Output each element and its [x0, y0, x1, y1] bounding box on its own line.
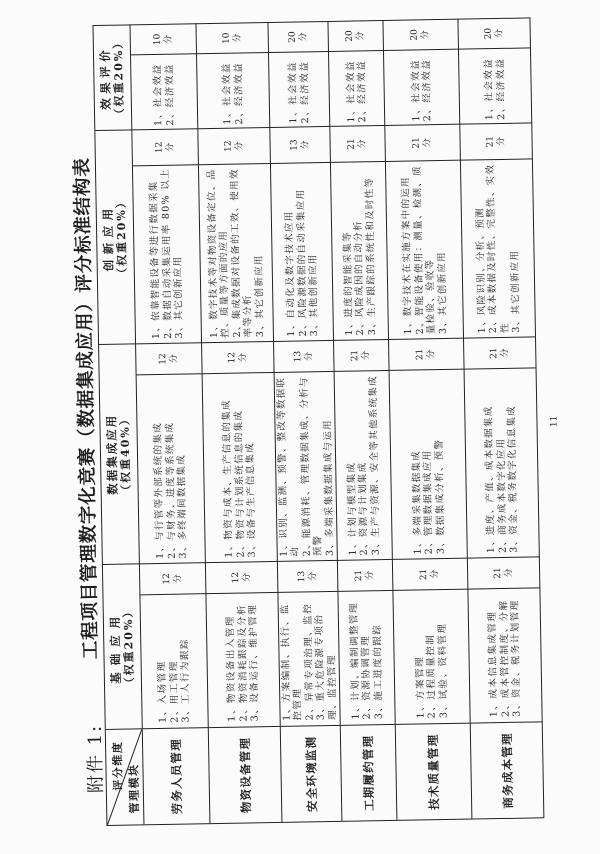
- criteria-item: 1、数字技术在实施方案中的运用: [399, 175, 414, 335]
- module-name-cell: [340, 723, 397, 820]
- criteria-item: 2、集成数据对设备的工效、使用效率等分析: [228, 167, 254, 338]
- module-name: 商务成本管理: [498, 731, 515, 809]
- score-unit: 分: [241, 572, 252, 582]
- score-value: 12: [226, 351, 237, 364]
- module-name: 安全环境监测: [302, 735, 319, 812]
- score-value: 13: [288, 138, 299, 151]
- score-value: 20: [482, 27, 493, 39]
- criteria-item: 3、工人行为跟踪: [178, 637, 192, 723]
- score-value: 12: [222, 139, 233, 152]
- module-name: 劳务人员管理: [167, 737, 184, 814]
- module-name: 物资设备管理: [236, 736, 253, 813]
- criteria-item: 2、风险源数据的自动采集应用: [294, 188, 309, 337]
- page-number: 11: [548, 415, 560, 427]
- criteria-item: 3、资金、税务计划管理: [509, 598, 523, 717]
- score-value: 21: [353, 569, 364, 581]
- innovation-criteria-cell: [270, 161, 333, 340]
- criteria-item: 1、成本信息集成管理: [486, 610, 500, 717]
- score-value: 21: [488, 346, 499, 359]
- criteria-item: 2、资源与计划集成: [356, 461, 370, 555]
- score-unit: 分: [429, 569, 440, 579]
- criteria-item: 1、方案管理: [413, 655, 426, 719]
- criteria-item: 2、数据自动采集运用率 80% 以上: [159, 167, 174, 339]
- data-integration-score-cell: [464, 336, 537, 368]
- criteria-item: 3、试验、资料管理: [436, 621, 449, 718]
- effect-score-cell: [458, 17, 531, 48]
- data-integration-criteria-cell: [389, 368, 467, 558]
- score-value: 21: [414, 348, 425, 360]
- criteria-item: 3、多端采集数据集成与运用: [321, 418, 336, 556]
- basic-criteria-cell: [140, 593, 208, 728]
- criteria-item: 1、入场管理: [156, 659, 169, 723]
- dimension-name: 创新应用: [100, 202, 116, 271]
- document-title: 工程项目管理数字化竞赛（数据集成应用）评分标准结构表: [71, 156, 102, 659]
- innovation-score-cell: [460, 122, 533, 159]
- basic-score-cell: [337, 558, 393, 590]
- data-integration-score-cell: [389, 337, 465, 369]
- innovation-score-cell: [198, 126, 271, 163]
- data-integration-criteria-cell: [274, 370, 337, 560]
- criteria-item: 3、其它创新应用: [508, 249, 522, 333]
- criteria-item: 1、进度、产值、成本数据集成: [482, 404, 497, 553]
- effect-criteria-cell: [383, 48, 459, 124]
- score-unit: 分: [425, 349, 436, 359]
- dimension-name: 效果评价: [97, 45, 113, 110]
- score-value: 20: [344, 29, 355, 42]
- basic-criteria-cell: [206, 591, 280, 726]
- score-unit: 分: [355, 30, 366, 40]
- score-value: 21: [492, 566, 503, 579]
- score-unit: 分: [299, 139, 310, 149]
- score-unit: 分: [499, 347, 510, 358]
- criteria-item: 3、其它创新应用: [435, 250, 448, 334]
- criteria-item: 2、经济效益: [494, 56, 507, 120]
- criteria-item: 2、经济效益: [232, 61, 245, 125]
- criteria-item: 3、施工进度的跟踪: [371, 623, 384, 719]
- data-integration-score-cell: [274, 339, 335, 371]
- score-value: 21: [349, 349, 360, 361]
- innovation-score-cell: [385, 123, 461, 160]
- effect-score-cell: [130, 23, 197, 54]
- criteria-item: 1、依靠智能设备等进行数据采集: [147, 179, 162, 339]
- score-value: 21: [346, 137, 357, 150]
- criteria-item: 1、社会效益: [344, 59, 357, 123]
- data-integration-score-cell: [334, 338, 390, 370]
- criteria-item: 1、计划、编制调整管理: [347, 601, 361, 720]
- criteria-item: 3、其他创新应用: [307, 252, 320, 336]
- score-unit: 分: [237, 352, 248, 362]
- criteria-item: 1、物资设备出入管理: [224, 614, 238, 722]
- criteria-item: 1、进度的智能采集等: [341, 230, 355, 336]
- criteria-item: 1、方案编制、执行、监控管理: [278, 602, 304, 721]
- annex-label: 附件 1:: [84, 723, 107, 793]
- module-name: 技术质量管理: [425, 733, 441, 810]
- criteria-item: 2、风险成因的自动分析: [352, 219, 366, 336]
- scoring-criteria-table: [92, 17, 544, 826]
- criteria-item: 2、与财务、进度等系统集成: [163, 421, 178, 559]
- basic-score-cell: [392, 557, 468, 589]
- basic-criteria-cell: [338, 589, 395, 724]
- basic-score-cell: [205, 560, 278, 592]
- criteria-item: 2、成本数据及时性、完整性、实效性: [484, 163, 510, 333]
- score-value: 12: [157, 352, 168, 365]
- criteria-item: 1、与行管等外部系统的集成: [152, 421, 166, 559]
- score-unit: 分: [231, 32, 242, 43]
- module-name-cell: [142, 727, 210, 824]
- score-value: 10: [151, 33, 162, 45]
- score-unit: 分: [172, 573, 183, 583]
- header-innovation-application: [95, 129, 136, 344]
- score-unit: 分: [360, 350, 371, 360]
- score-unit: 分: [422, 137, 433, 147]
- criteria-item: 2、管理数据集成应用: [421, 449, 435, 554]
- criteria-item: 3、数据集成分析、预警: [433, 438, 447, 554]
- dimension-weight: （权重40%）: [117, 411, 133, 496]
- basic-score-cell: [277, 559, 338, 591]
- dimension-weight: （权重20%）: [121, 604, 136, 689]
- score-unit: 分: [493, 28, 504, 38]
- score-unit: 分: [495, 136, 506, 146]
- data-integration-criteria-cell: [464, 367, 539, 557]
- criteria-item: 1、风险识别、分析、预测: [473, 206, 487, 333]
- criteria-item: 2、过程质量控制: [424, 633, 438, 718]
- criteria-item: 1、多端采集数据集成: [410, 449, 424, 555]
- score-value: 21: [484, 135, 495, 147]
- criteria-item: 1、社会效益: [220, 61, 233, 125]
- criteria-item: 1、物资与成本、生产信息的集成: [220, 398, 235, 558]
- dimension-weight: （权重20%）: [111, 35, 126, 120]
- criteria-item: 1、计划与模型集成: [345, 461, 359, 556]
- module-name: 工期履约管理: [360, 734, 376, 811]
- score-unit: 分: [164, 142, 175, 152]
- criteria-item: 3、多终端间数据集成: [175, 453, 189, 559]
- data-integration-criteria-cell: [202, 371, 277, 561]
- score-unit: 分: [168, 353, 179, 363]
- module-name-cell: [395, 722, 472, 819]
- score-value: 13: [296, 570, 307, 582]
- header-basic-application: [102, 563, 142, 729]
- module-name-cell: [470, 721, 544, 818]
- effect-score-cell: [268, 20, 329, 51]
- effect-score-cell: [328, 19, 384, 50]
- effect-criteria-cell: [131, 53, 198, 129]
- score-unit: 分: [357, 138, 368, 148]
- score-value: 21: [410, 136, 422, 149]
- score-value: 10: [220, 31, 231, 44]
- criteria-item: 3、设备与生产信息集成: [244, 441, 258, 557]
- criteria-item: 3、资金、税务数字化信息集成: [505, 404, 520, 553]
- data-integration-criteria-cell: [334, 369, 392, 559]
- criteria-item: 3、生产跟踪的系统性和及时性等: [363, 176, 378, 335]
- criteria-item: 2、智能设备使用：测量、检测、质量检验、验收等: [410, 164, 437, 334]
- effect-criteria-cell: [196, 51, 269, 127]
- basic-score-cell: [139, 562, 206, 594]
- score-unit: 分: [503, 567, 514, 577]
- innovation-criteria-cell: [460, 158, 535, 337]
- criteria-item: 3、生产与资源、安全等其他系统集成: [366, 374, 382, 555]
- header-effect-evaluation: [93, 24, 132, 130]
- criteria-item: 2、成本管控制度、分解: [497, 598, 511, 717]
- criteria-item: 1、社会效益: [286, 60, 299, 124]
- criteria-item: 2、资源协调管理: [359, 634, 373, 719]
- score-unit: 分: [233, 140, 244, 151]
- basic-criteria-cell: [393, 588, 470, 723]
- score-value: 21: [418, 568, 429, 580]
- criteria-item: 2、商务成本数字化应用: [495, 437, 509, 553]
- dimension-axis-label: 评分维度: [110, 740, 125, 791]
- score-unit: 分: [303, 351, 314, 361]
- data-integration-score-cell: [202, 340, 275, 372]
- criteria-item: 1、自动化及数字技术应用: [283, 209, 297, 337]
- criteria-item: 2、经济效益: [420, 58, 433, 121]
- score-unit: 分: [162, 34, 173, 44]
- header-data-integration: [99, 343, 140, 564]
- criteria-item: 2、能源消耗、管理数据集成、分析与预警: [297, 375, 324, 557]
- score-unit: 分: [364, 570, 375, 580]
- score-unit: 分: [420, 29, 431, 39]
- dimension-name: 数据集成应用: [103, 413, 120, 495]
- score-value: 13: [292, 350, 303, 362]
- innovation-criteria-cell: [385, 159, 463, 338]
- innovation-criteria-cell: [132, 164, 201, 343]
- effect-score-cell: [383, 18, 459, 49]
- basic-score-cell: [467, 556, 540, 588]
- basic-criteria-cell: [468, 587, 542, 722]
- innovation-criteria-cell: [330, 160, 388, 339]
- criteria-item: 3、其它创新应用: [252, 253, 266, 337]
- criteria-item: 3、其它创新应用: [172, 255, 185, 339]
- score-value: 20: [409, 28, 420, 41]
- effect-criteria-cell: [268, 50, 329, 126]
- basic-criteria-cell: [278, 590, 340, 725]
- criteria-item: 1、社会效益: [151, 62, 164, 126]
- criteria-item: 2、经济效益: [355, 59, 368, 122]
- innovation-score-cell: [330, 124, 386, 161]
- module-axis-label: 管理模块: [126, 762, 141, 814]
- criteria-item: 2、经济效益: [298, 60, 311, 123]
- innovation-score-cell: [132, 128, 199, 165]
- module-name-cell: [280, 724, 342, 821]
- criteria-item: 2、物资消耗跟踪及分析: [235, 603, 249, 722]
- dimension-name: 基础应用: [107, 609, 123, 684]
- criteria-item: 1、识别、监测、预警、整改等数据联动: [274, 376, 301, 557]
- score-value: 12: [161, 572, 172, 585]
- corner-header-cell: [105, 728, 144, 825]
- criteria-item: 1、社会效益: [482, 57, 495, 120]
- innovation-criteria-cell: [198, 162, 273, 341]
- effect-criteria-cell: [458, 47, 531, 123]
- criteria-item: 2、物资与计划系统信息的集成: [232, 409, 247, 558]
- innovation-score-cell: [270, 125, 331, 162]
- criteria-item: 2、经济效益: [163, 62, 176, 126]
- module-name-cell: [208, 725, 282, 822]
- score-value: 12: [230, 571, 241, 583]
- score-value: 12: [153, 141, 164, 153]
- score-unit: 分: [307, 571, 318, 581]
- score-unit: 分: [297, 31, 308, 41]
- dimension-weight: （权重20%）: [113, 194, 129, 279]
- criteria-item: 1、社会效益: [409, 58, 422, 122]
- score-value: 20: [286, 30, 297, 43]
- data-integration-score-cell: [136, 342, 203, 374]
- effect-criteria-cell: [328, 49, 384, 125]
- criteria-item: 2、异常专项治理、监控: [301, 602, 315, 720]
- data-integration-criteria-cell: [136, 373, 205, 563]
- criteria-item: 3、设备运行、维护管理: [247, 603, 261, 721]
- criteria-item: 1、数字技术等对物资设备定位、品控、质量等方面的应用: [205, 168, 231, 338]
- effect-score-cell: [196, 21, 269, 52]
- criteria-item: 2、用工管理: [167, 659, 180, 723]
- criteria-item: 3、重大危险源专项治理、监控管理: [313, 613, 338, 720]
